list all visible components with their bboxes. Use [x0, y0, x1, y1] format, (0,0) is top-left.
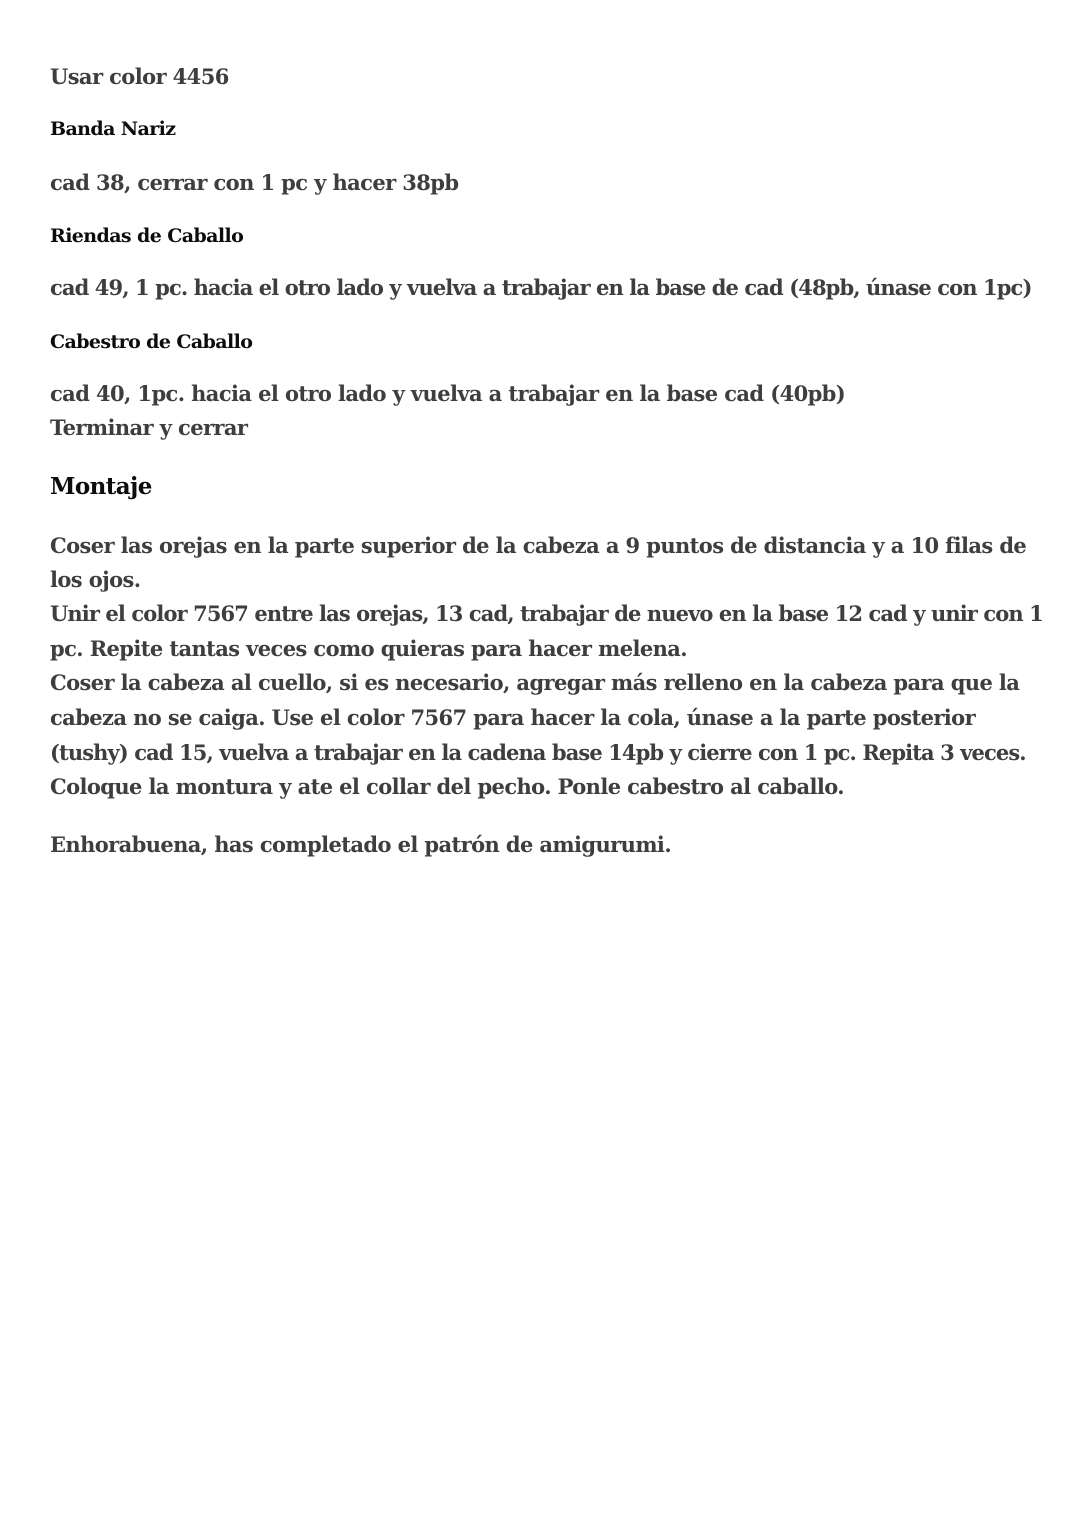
reins-heading: Riendas de Caballo [50, 225, 244, 247]
nose-band-text: cad 38, cerrar con 1 pc y hacer 38pb [50, 170, 459, 195]
assembly-line: los ojos. [50, 567, 141, 592]
reins-text: cad 49, 1 pc. hacia el otro lado y vuelva a trabajar en la base de cad (48pb, únase con 1pc) [50, 275, 1032, 300]
assembly-line: Unir el color 7567 entre las orejas, 13 cad, trabajar de nuevo en la base 12 cad y unir con 1 [50, 601, 1043, 626]
halter-heading: Cabestro de Caballo [50, 331, 253, 353]
assembly-line: cabeza no se caiga. Use el color 7567 para hacer la cola, únase a la parte posterior [50, 705, 976, 730]
halter-finish: Terminar y cerrar [50, 415, 248, 440]
assembly-heading: Montaje [50, 473, 152, 500]
assembly-line: (tushy) cad 15, vuelva a trabajar en la cadena base 14pb y cierre con 1 pc. Repita 3 veces. [50, 740, 1026, 765]
assembly-line: Coser la cabeza al cuello, si es necesario, agregar más relleno en la cabeza para que la [50, 670, 1020, 695]
assembly-line: Coloque la montura y ate el collar del pecho. Ponle cabestro al caballo. [50, 774, 845, 799]
closing-text: Enhorabuena, has completado el patrón de amigurumi. [50, 832, 672, 857]
color-instruction: Usar color 4456 [50, 64, 229, 89]
nose-band-heading: Banda Nariz [50, 118, 176, 140]
assembly-line: Coser las orejas en la parte superior de la cabeza a 9 puntos de distancia y a 10 filas de [50, 533, 1027, 558]
assembly-line: pc. Repite tantas veces como quieras para hacer melena. [50, 636, 688, 661]
halter-text: cad 40, 1pc. hacia el otro lado y vuelva a trabajar en la base cad (40pb) [50, 381, 846, 406]
